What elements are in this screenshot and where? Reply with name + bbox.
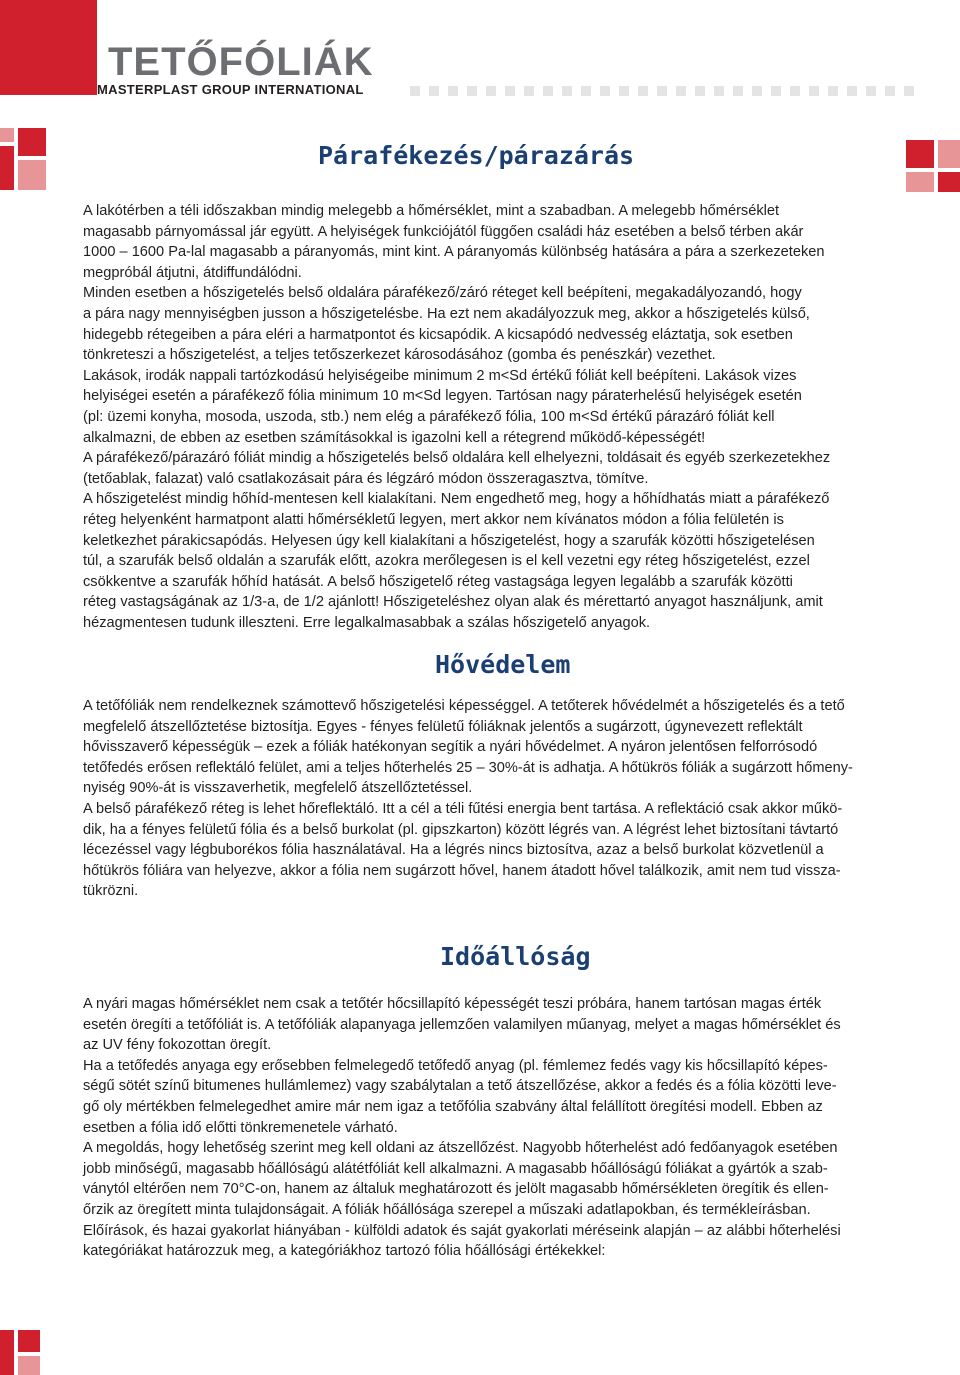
paragraph: Ha a tetőfedés anyaga egy erősebben felmelegedő tetőfedő anyag (pl. fémlemez fedés vagy kis hőcsillapító képes- ségű sötét színű bitumenes hullámlemez) vagy szabálytalan a tető átszellőzése, akkor a fedés és a fólia közötti leve- gő oly mértékben felmelegedhet amire már nem igaz a tetőfólia szabvány által felállított öregítési modell. Ebben az esetben a fólia idő előtti tönkremenetele várható.: [83, 1057, 837, 1136]
section-thermal-protection-body: [83, 696, 960, 902]
bottom-left-square-1: [0, 1330, 14, 1375]
paragraph: A párafékező/párazáró fóliát mindig a hőszigetelés belső oldalára kell elhelyezni, toldásait és egyéb szerkezetekhez (tetőablak, falazat) való csatlakozásait pára és légzáró módon összeragasztva, tömítve.: [83, 450, 831, 487]
right-square-2: [938, 172, 960, 192]
right-square-light-2: [906, 172, 934, 192]
paragraph: A lakótérben a téli időszakban mindig melegebb a hőmérséklet, mint a szabadban. A melegebb hőmérséklet magasabb párnyomással jár együtt. A helyiségek funkciójától függően családi ház esetében a belső térben akár 1000 – 1600 Pa-lal magasabb a páranyomás, mint kint. A páranyomás különbség hatására a pára a szerkezeteken megpróbál átjutni, átdiffundálódni.: [83, 203, 825, 281]
right-square-light-1: [938, 140, 960, 168]
paragraph: A tetőfóliák nem rendelkeznek számottevő hőszigetelési képességgel. A tetőterek hővédelmét a hőszigetelés és a tető megfelelő átszellőztetése biztosítja. Egyes - fényes felületű fóliáknak jelentős a sugárzott, úgynevezett reflektált hővisszaverő képességük – ezek a fóliák hatékonyan segítik a nyári hővédelmet. A nyáron jelentősen felforrósodó tetőfedés erősen reflektáló felület, ami a teljes hőterhelés 25 – 30%-át is adhatja. A hőtükrös fóliák a sugárzott hőmeny- nyiség 90%-át is visszaverhetik, megfelelő átszellőztetéssel.: [83, 698, 853, 797]
section-durability-body: [83, 994, 960, 1262]
bottom-left-square-light: [18, 1356, 40, 1375]
paragraph: A megoldás, hogy lehetőség szerint meg kell oldani az átszellőzést. Nagyobb hőterhelést adó fedőanyagok esetében jobb minőségű, magasabb hőállóságú alátétfóliát kell alkalmazni. A magasabb hőállóságú fóliákat a gyártók a szab- ványtól eltérően nem 70°C-on, hanem az általuk meghatározott és jelölt magasabb hőmérsékleten öregítik és ellen- őrzik az öregített minta tulajdonságait. A fóliák hőállósága szerepel a műszaki adatlapokban, és termékleírásban.: [83, 1140, 838, 1218]
paragraph: A nyári magas hőmérséklet nem csak a tetőtér hőcsillapító képességét teszi próbára, hanem tartósan magas érték esetén öregíti a tetőfóliát is. A tetőfóliák alapanyaga jellemzően valamilyen műanyag, melyet a magas hőmérséklet és az UV fény fokozottan öregít.: [83, 996, 841, 1054]
header-dot-strip: [410, 86, 914, 96]
left-square-2: [0, 146, 14, 190]
page-number: 4: [86, 82, 94, 97]
paragraph: A belső párafékező réteg is lehet hőreflektáló. Itt a cél a téli fűtési energia bent tartása. A reflektáció csak akkor műkö- dik, ha a fényes felületű fólia és a belső burkolat (pl. gipszkarton) között légrés van. A légrést lehet biztosítani távtartó lécezéssel vagy légbuborékos fólia használatával. Ha a légrés nincs biztosítva, azaz a belső burkolat közvetlenül a hőtükrös fóliára van helyezve, akkor a fólia nem sugárzott hővel, hanem átadott hővel találkozik, amit nem tud vissza- tükrözni.: [83, 800, 843, 900]
company-name: MASTERPLAST GROUP INTERNATIONAL: [97, 82, 364, 97]
bottom-left-square-2: [18, 1330, 40, 1352]
section-heading-vapor-control: Párafékezés/párazárás: [318, 141, 635, 170]
left-square-light-2: [18, 160, 46, 190]
document-title: TETŐFÓLIÁK: [108, 40, 374, 84]
top-left-red-block: [0, 0, 97, 95]
paragraph: A hőszigetelést mindig hőhíd-mentesen kell kialakítani. Nem engedhető meg, hogy a hőhídhatás miatt a párafékező réteg helyenként harmatpont alatti hőmérsékletű legyen, mert akkor nem kívánatos módon a fólia felületén is keletkezhet párakicsapódás. Helyesen úgy kell kialakítani a hőszigetelést, hogy a szarufák közötti hőszigetelésen túl, a szarufák belső oldalán a szarufák előtt, azokra merőlegesen is el kell vezetni egy réteg hőszigetelést, ezzel csökkentve a szarufák hőhíd hatását. A belső hőszigetelő réteg vastagsága legyen legalább a szarufák közötti réteg vastagságának az 1/3-a, de 1/2 ajánlott! Hőszigeteléshez olyan alak és mérettartó anyagot használjunk, amit hézagmentesen tudunk illeszteni. Erre legalkalmasabbak a szálas hőszigetelő anyagok.: [83, 491, 830, 631]
section-heading-thermal-protection: Hővédelem: [435, 650, 571, 679]
left-square-1: [18, 128, 46, 156]
paragraph: Lakások, irodák nappali tartózkodású helyiségeibe minimum 2 m<Sd értékű fóliát kell beépíteni. Lakások vizes helyiségei esetén a párafékező fólia minimum 10 m<Sd legyen. Tartósan nagy páraterhelésű helyiségek esetén (pl: üzemi konyha, mosoda, uszoda, stb.) nem elég a párafékező fólia, 100 m<Sd értékű párazáró fóliát kell alkalmazni, de ebben az esetben számításokkal is igazolni kell a rétegrend működő-képességét!: [83, 367, 802, 446]
left-square-light-1: [0, 128, 14, 142]
paragraph: Minden esetben a hőszigetelés belső oldalára párafékező/záró réteget kell beépíteni, megakadályozandó, hogy a pára nagy mennyiségben jusson a hőszigetelésbe. Ha ezt nem akadályozzuk meg, akkor a hőszigetelés külső, hidegebb rétegeiben a pára eléri a harmatpontot és kicsapódik. A kicsapódó nedvesség eláztatja, sok esetben tönkreteszi a hőszigetelést, a teljes tetőszerkezet károsodásához (gomba és penészkár) vezethet.: [83, 285, 810, 364]
section-vapor-control-body: [83, 201, 960, 633]
section-heading-durability: Időállóság: [440, 942, 591, 971]
paragraph: Előírások, és hazai gyakorlat hiányában - külföldi adatok és saját gyakorlati méréseink alapján – az alábbi hőterhelési kategóriákat határozzuk meg, a kategóriákhoz tartozó fólia hőállósági értékekkel:: [83, 1222, 841, 1260]
right-square-1: [906, 140, 934, 168]
